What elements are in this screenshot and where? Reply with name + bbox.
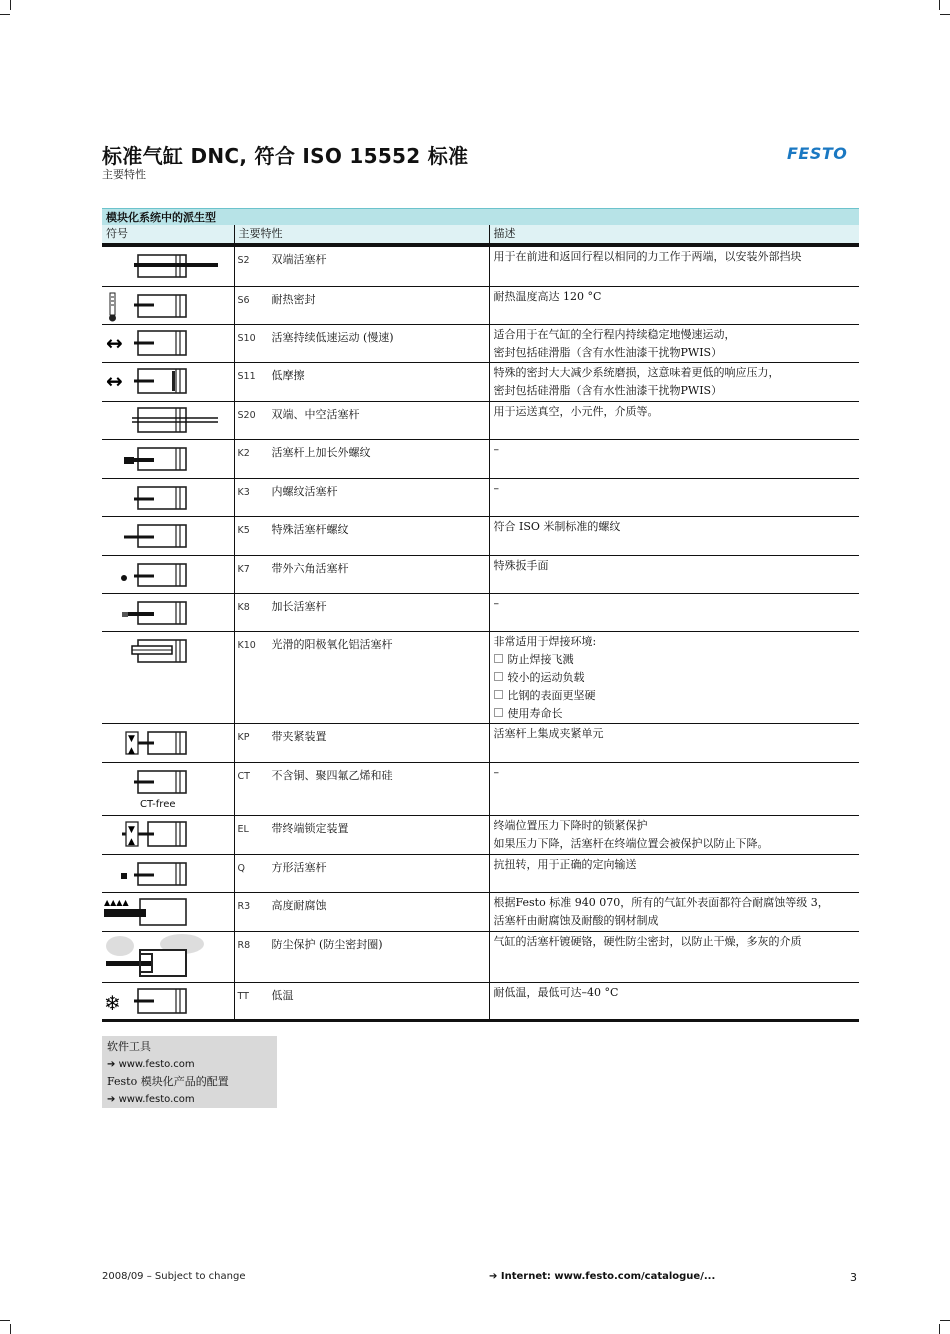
table-row: [102, 932, 859, 983]
symbol-label: CT-free: [140, 799, 176, 810]
symbol-cell: [102, 763, 234, 816]
description-cell: [489, 479, 859, 517]
table-row: [102, 816, 859, 855]
footer-internet-link[interactable]: [489, 1271, 715, 1282]
variant-code: S11: [237, 371, 256, 382]
svg-text:↔: ↔: [106, 369, 123, 393]
arrow-icon: ➔: [107, 1058, 116, 1070]
crop-mark: [939, 0, 940, 10]
variant-code: S10: [237, 333, 256, 344]
description-line: 终端位置压力下降时的锁紧保护: [493, 819, 648, 832]
variant-code: CT: [237, 771, 250, 782]
variant-feature: 双端、中空活塞杆: [271, 408, 360, 421]
symbol-cell: [102, 517, 234, 556]
symbol-cell: [102, 855, 234, 893]
crop-mark: [940, 1320, 950, 1321]
bullet-item: [494, 687, 860, 705]
symbol-cell: [102, 440, 234, 479]
double-rod-cylinder-icon: [102, 247, 234, 286]
low-friction-cylinder-icon: [102, 363, 234, 401]
festo-logo: FESTO: [787, 144, 848, 163]
variants-table: [102, 208, 859, 1022]
special-thread-cylinder-icon: [102, 517, 234, 555]
table-row: [102, 556, 859, 594]
variant-feature: 低摩擦: [271, 369, 305, 382]
table-row: [102, 632, 859, 724]
svg-text:▲: ▲: [128, 837, 135, 847]
description-cell: [489, 594, 859, 632]
description-line: 适合用于在气缸的全行程内持续稳定地慢速运动，: [493, 328, 736, 341]
description-cell: [489, 855, 859, 893]
symbol-cell: [102, 402, 234, 440]
table-row: [102, 893, 859, 932]
page-number: 3: [850, 1271, 857, 1284]
bullet-text: 比钢的表面更坚硬: [507, 689, 596, 702]
square-rod-cylinder-icon: [102, 855, 234, 892]
symbol-cell: [102, 893, 234, 932]
column-header-row: [102, 225, 859, 245]
table-row: [102, 517, 859, 556]
variant-feature: 不含铜、聚四氟乙烯和硅: [271, 769, 393, 782]
table-row: [102, 479, 859, 517]
description-line: 抗扭转，用于正确的定向输送: [493, 858, 637, 871]
bullet-square-icon: [494, 654, 503, 663]
table-row: [102, 594, 859, 632]
feature-cell: [234, 287, 489, 325]
description-line: –: [493, 443, 499, 456]
variant-feature: 特殊活塞杆螺纹: [271, 523, 349, 536]
extended-rod-cylinder-icon: [102, 594, 234, 631]
column-header-symbol: 符号: [102, 225, 234, 245]
description-cell: [489, 932, 859, 983]
bullet-item: [494, 669, 860, 687]
description-cell: [489, 763, 859, 816]
bullet-square-icon: [494, 708, 503, 717]
description-line: 密封包括硅滑脂（含有水性油漆干扰物PWIS）: [493, 384, 723, 397]
description-line: 气缸的活塞杆镀硬铬，硬性防尘密封，以防止干燥，多灰的介质: [493, 935, 802, 948]
table-row: [102, 245, 859, 287]
symbol-cell: [102, 594, 234, 632]
symbol-cell: [102, 932, 234, 983]
symbol-cell: [102, 556, 234, 594]
svg-text:▼: ▼: [128, 825, 135, 835]
feature-cell: [234, 855, 489, 893]
feature-cell: [234, 325, 489, 363]
variant-code: R8: [237, 940, 251, 951]
bullet-square-icon: [494, 690, 503, 699]
column-header-description: 描述: [489, 225, 859, 245]
feature-cell: [234, 724, 489, 763]
description-cell: [489, 245, 859, 287]
software-tools-label: 软件工具: [107, 1040, 151, 1053]
description-line: 密封包括硅滑脂（含有水性油漆干扰物PWIS）: [493, 346, 723, 359]
variant-feature: 内螺纹活塞杆: [271, 485, 338, 498]
variant-code: K7: [237, 564, 250, 575]
column-header-feature: 主要特性: [234, 225, 489, 245]
section-title: 模块化系统中的派生型: [102, 209, 859, 226]
variant-feature: 防尘保护 (防尘密封圈): [271, 938, 383, 951]
table-row: [102, 763, 859, 816]
table-row: [102, 325, 859, 363]
variant-feature: 带外六角活塞杆: [271, 562, 349, 575]
description-cell: [489, 893, 859, 932]
extended-thread-cylinder-icon: [102, 440, 234, 478]
description-cell: [489, 816, 859, 855]
feature-cell: [234, 363, 489, 402]
variant-feature: 高度耐腐蚀: [271, 899, 327, 912]
variant-code: K5: [237, 525, 250, 536]
variant-code: S2: [237, 255, 250, 266]
table-row: [102, 402, 859, 440]
footer-date: 2008/09 – Subject to change: [102, 1271, 246, 1282]
feature-cell: [234, 893, 489, 932]
female-thread-cylinder-icon: [102, 479, 234, 516]
table-row: [102, 440, 859, 479]
symbol-cell: [102, 363, 234, 402]
description-cell: [489, 724, 859, 763]
feature-cell: [234, 632, 489, 724]
description-line: 耐热温度高达 120 °C: [493, 290, 602, 303]
description-line: 特殊的密封大大减少系统磨损，这意味着更低的响应压力，: [493, 366, 780, 379]
svg-text:▲▲▲▲: ▲▲▲▲: [104, 898, 129, 907]
table-row: [102, 724, 859, 763]
thermometer-cylinder-icon: [102, 287, 234, 324]
description-line: 特殊扳手面: [493, 559, 549, 572]
page-title: 标准气缸 DNC, 符合 ISO 15552 标准: [102, 144, 469, 168]
description-line: 用于运送真空，小元件，介质等。: [493, 405, 659, 418]
variant-feature: 带终端锁定装置: [271, 822, 349, 835]
bullet-text: 防止焊接飞溅: [507, 653, 574, 666]
arrow-icon: ➔: [489, 1271, 498, 1282]
description-cell: [489, 402, 859, 440]
slow-motion-cylinder-icon: [102, 325, 234, 362]
variant-feature: 带夹紧装置: [271, 730, 327, 743]
symbol-cell: [102, 816, 234, 855]
variant-code: R3: [237, 901, 251, 912]
crop-mark: [940, 14, 950, 15]
description-cell: [489, 983, 859, 1021]
bullet-text: 较小的运动负载: [507, 671, 585, 684]
svg-text:❄: ❄: [104, 991, 121, 1015]
description-cell: [489, 325, 859, 363]
snowflake-cylinder-icon: [102, 983, 234, 1019]
variant-feature: 光滑的阳极氧化铝活塞杆: [271, 638, 393, 651]
dust-protection-cylinder-icon: [102, 932, 234, 982]
configurator-label: Festo 模块化产品的配置: [107, 1075, 229, 1088]
feature-cell: [234, 763, 489, 816]
variant-code: TT: [237, 991, 249, 1002]
description-line: 如果压力下降，活塞杆在终端位置会被保护以防止下降。: [493, 837, 769, 850]
hollow-rod-cylinder-icon: [102, 402, 234, 439]
crop-mark: [939, 1324, 940, 1334]
clamping-cylinder-icon: [102, 724, 234, 762]
crop-mark: [10, 0, 11, 10]
bullet-text: 使用寿命长: [507, 707, 563, 720]
feature-cell: [234, 556, 489, 594]
symbol-cell: [102, 479, 234, 517]
bullet-item: [494, 705, 860, 723]
feature-cell: [234, 594, 489, 632]
description-line: 活塞杆由耐腐蚀及耐酸的钢材制成: [493, 914, 659, 927]
variant-feature: 低温: [271, 989, 294, 1002]
feature-cell: [234, 816, 489, 855]
variant-feature: 方形活塞杆: [271, 861, 327, 874]
variant-code: S20: [237, 410, 256, 421]
feature-cell: [234, 402, 489, 440]
variant-feature: 活塞杆上加长外螺纹: [271, 446, 371, 459]
description-line: –: [493, 597, 499, 610]
feature-cell: [234, 517, 489, 556]
page-subtitle: 主要特性: [102, 168, 146, 181]
description-line: 非常适用于焊接环境:: [493, 635, 597, 648]
description-line: –: [493, 482, 499, 495]
crop-mark: [0, 1320, 10, 1321]
description-line: 用于在前进和返回行程以相同的力工作于两端，以安装外部挡块: [493, 250, 802, 263]
description-cell: [489, 363, 859, 402]
footer-url: Internet: www.festo.com/catalogue/...: [500, 1271, 716, 1282]
software-tools-box: [102, 1036, 277, 1108]
feature-cell: [234, 932, 489, 983]
anodized-rod-cylinder-icon: [102, 632, 234, 720]
crop-mark: [10, 1324, 11, 1334]
feature-cell: [234, 479, 489, 517]
symbol-cell: [102, 287, 234, 325]
description-line: 符合 ISO 米制标准的螺纹: [493, 520, 621, 533]
variant-code: K3: [237, 487, 250, 498]
bullet-square-icon: [494, 672, 503, 681]
variant-code: EL: [237, 824, 249, 835]
feature-cell: [234, 440, 489, 479]
variant-code: K2: [237, 448, 250, 459]
bullet-item: [494, 651, 860, 669]
variant-code: K10: [237, 640, 256, 651]
description-cell: [489, 440, 859, 479]
corrosion-resistant-cylinder-icon: [102, 893, 234, 931]
description-line: 根据Festo 标准 940 070，所有的气缸外表面都符合耐腐蚀等级 3，: [493, 896, 829, 909]
variant-code: K8: [237, 602, 250, 613]
table-row: [102, 287, 859, 325]
feature-cell: [234, 983, 489, 1021]
description-cell: [489, 556, 859, 594]
table-row: [102, 363, 859, 402]
variant-code: KP: [237, 732, 250, 743]
description-cell: [489, 287, 859, 325]
description-line: –: [493, 766, 499, 779]
variant-code: S6: [237, 295, 250, 306]
arrow-icon: ➔: [107, 1093, 116, 1105]
hex-rod-cylinder-icon: [102, 556, 234, 593]
variant-feature: 加长活塞杆: [271, 600, 327, 613]
end-lock-cylinder-icon: [102, 816, 234, 854]
symbol-cell: [102, 983, 234, 1021]
festo-link[interactable]: www.festo.com: [118, 1093, 195, 1105]
festo-link[interactable]: www.festo.com: [118, 1058, 195, 1070]
svg-text:↔: ↔: [106, 331, 123, 355]
description-line: 活塞杆上集成夹紧单元: [493, 727, 604, 740]
section-header-row: [102, 209, 859, 226]
description-cell: [489, 632, 859, 724]
symbol-cell: [102, 724, 234, 763]
table-row: [102, 983, 859, 1021]
feature-cell: [234, 245, 489, 287]
variant-feature: 活塞持续低速运动 (慢速): [271, 331, 394, 344]
variant-code: Q: [237, 863, 245, 874]
symbol-cell: [102, 632, 234, 724]
symbol-cell: [102, 245, 234, 287]
svg-text:▲: ▲: [128, 746, 135, 756]
symbol-cell: [102, 325, 234, 363]
variant-feature: 耐热密封: [271, 293, 316, 306]
description-cell: [489, 517, 859, 556]
svg-text:▼: ▼: [128, 734, 135, 744]
variant-feature: 双端活塞杆: [271, 253, 327, 266]
table-row: [102, 855, 859, 893]
description-line: 耐低温，最低可达–40 °C: [493, 986, 619, 999]
crop-mark: [0, 14, 10, 15]
